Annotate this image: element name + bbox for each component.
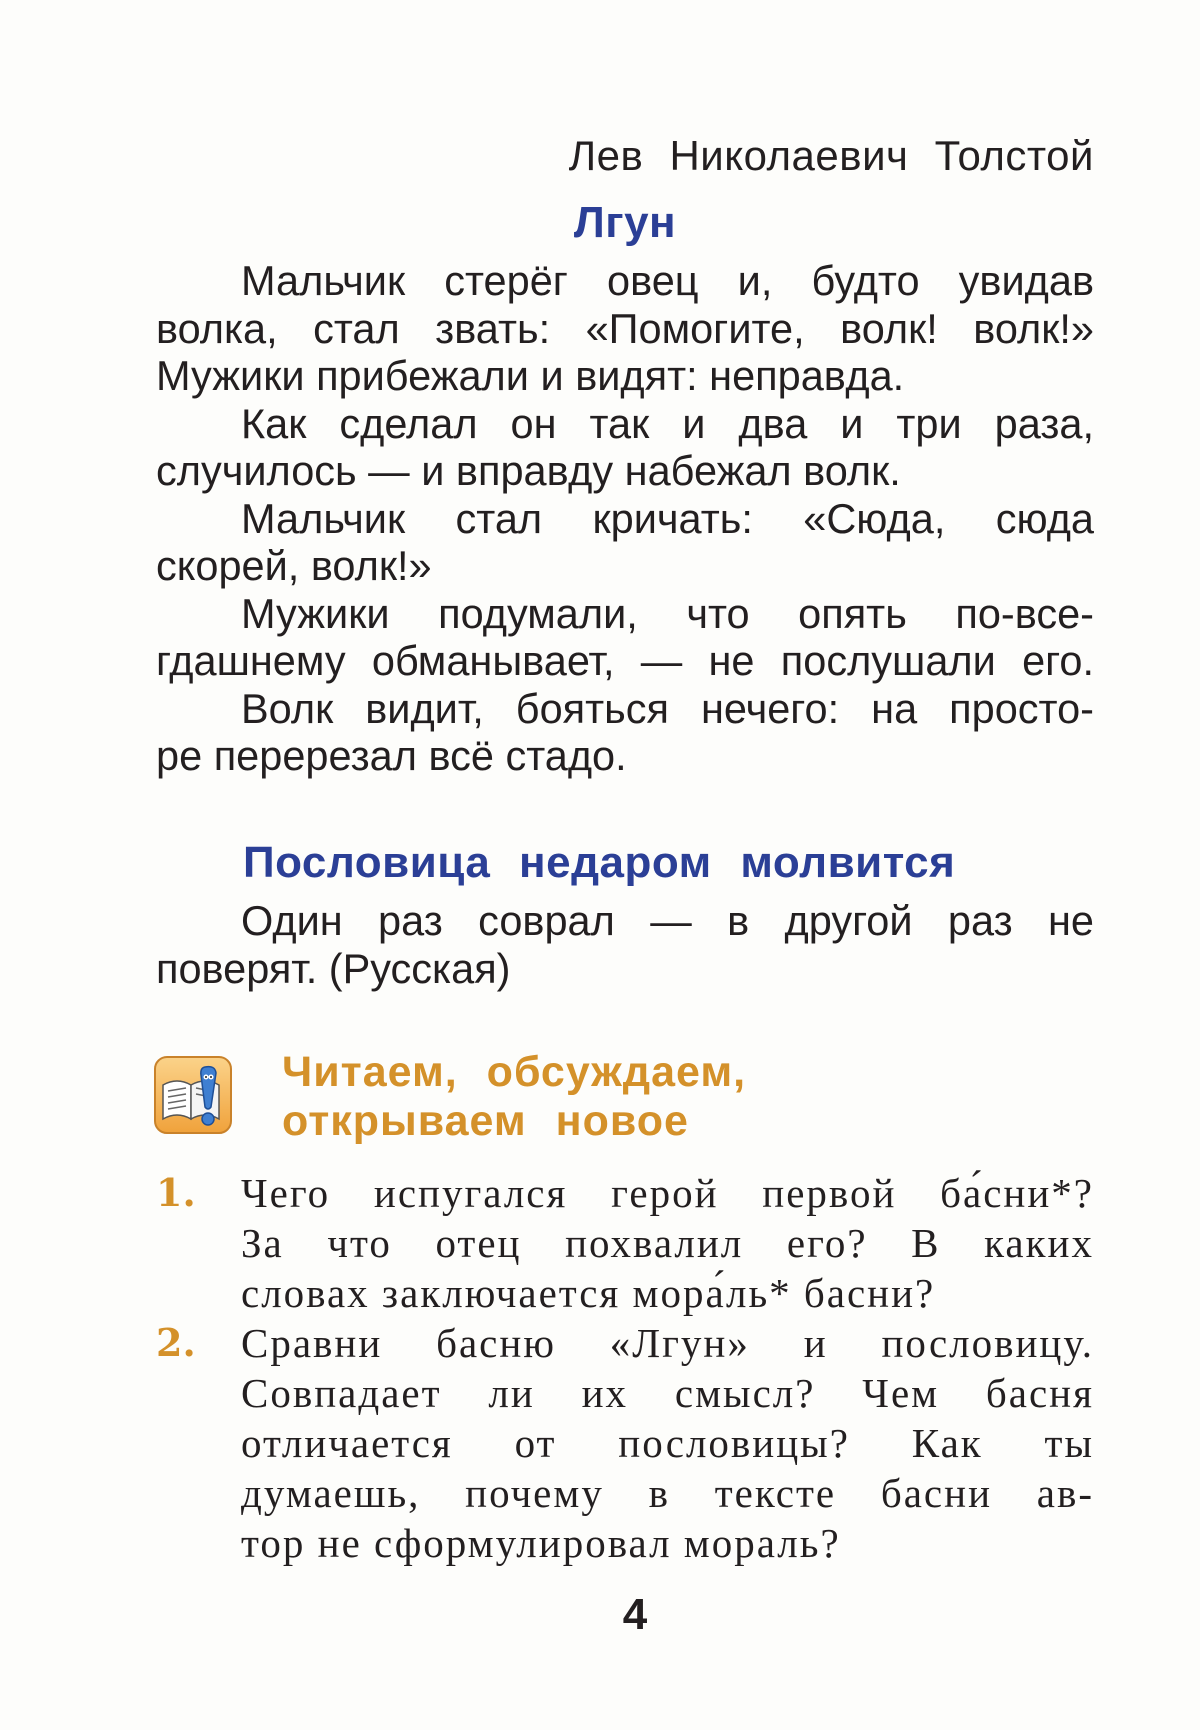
proverb-line: поверят. (Русская) <box>156 944 511 992</box>
question-item <box>156 1318 1094 1568</box>
story-line: Мужики подумали, что опять по-все- <box>241 589 1094 637</box>
question-item <box>156 1168 1094 1318</box>
proverb-text <box>156 897 1094 992</box>
story-line: волка, стал звать: «Помогите, волк! волк!» <box>156 304 1094 352</box>
author-name: Лев Николаевич Толстой <box>568 132 1094 179</box>
proverb-line: Один раз соврал — в другой раз не <box>241 897 1094 944</box>
question-line: думаешь, почему в тексте басни ав- <box>241 1470 1094 1516</box>
section-heading-line: открываем новое <box>282 1097 689 1145</box>
story-line: ре перерезал всё стадо. <box>156 732 627 779</box>
story-line: случилось — и вправду набежал волк. <box>156 447 901 494</box>
question-line: словах заключается мора́ль* басни? <box>241 1270 936 1316</box>
story-line: гдашнему обманывает, — не послушали его. <box>156 637 1094 684</box>
question-line: тор не сформулировал мораль? <box>241 1520 841 1566</box>
section-heading-line: Читаем, обсуждаем, <box>282 1048 747 1096</box>
story-line: Как сделал он так и два и три раза, <box>241 399 1094 447</box>
question-line: За что отец похвалил его? В каких <box>241 1220 1094 1266</box>
story-line: Мальчик стерёг овец и, будто увидав <box>241 257 1094 304</box>
question-line: Сравни басню «Лгун» и пословицу. <box>241 1320 1094 1366</box>
question-number: 1. <box>156 1170 196 1215</box>
story-line: Мужики прибежали и видят: неправда. <box>156 352 905 399</box>
story-title: Лгун <box>573 198 677 247</box>
section-heading <box>282 1048 746 1146</box>
question-line: Совпадает ли их смысл? Чем басня <box>241 1370 1094 1416</box>
story-line: Мальчик стал кричать: «Сюда, сюда <box>241 494 1094 542</box>
proverb-title: Пословица недаром молвится <box>243 838 956 887</box>
open-book-icon <box>153 1055 233 1135</box>
question-line: отличается от пословицы? Как ты <box>241 1420 1094 1466</box>
question-line: Чего испугался герой первой ба́сни*? <box>241 1170 1094 1216</box>
story-text <box>156 257 1094 780</box>
story-line: Волк видит, бояться нечего: на просто- <box>241 684 1094 732</box>
questions-list <box>156 1168 1094 1568</box>
page-number: 4 <box>622 1590 648 1639</box>
story-line: скорей, волк!» <box>156 542 432 589</box>
question-number: 2. <box>156 1320 196 1365</box>
